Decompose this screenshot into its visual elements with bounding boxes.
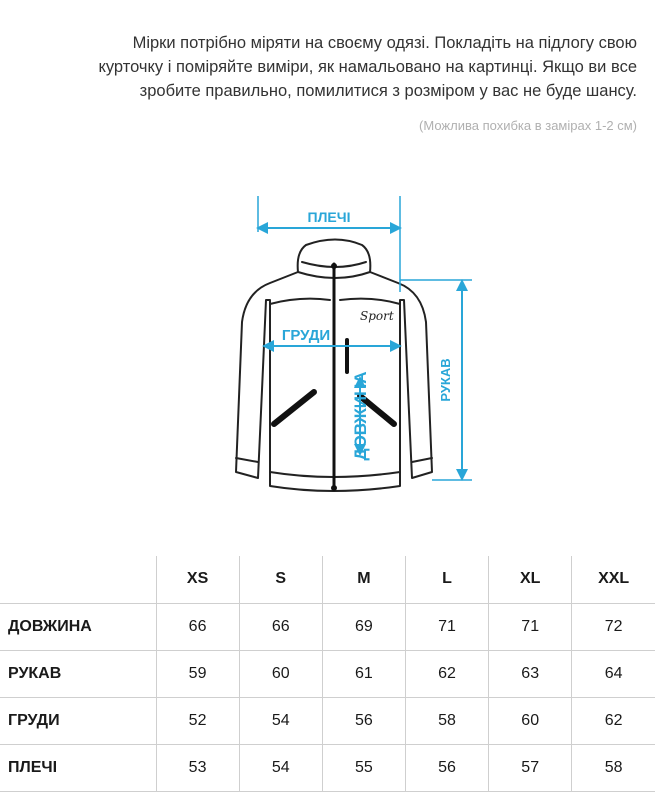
table-row bbox=[0, 650, 655, 697]
table-cell: 57 bbox=[489, 744, 572, 791]
table-cell: 62 bbox=[405, 650, 488, 697]
table-cell: 60 bbox=[489, 697, 572, 744]
size-header: M bbox=[322, 556, 405, 603]
table-cell: 66 bbox=[239, 603, 322, 650]
shoulders-label: ПЛЕЧІ bbox=[307, 209, 351, 225]
table-cell: 66 bbox=[156, 603, 239, 650]
table-row bbox=[0, 697, 655, 744]
intro-line-1: Мірки потрібно міряти на своєму одязі. Покладіть на підлогу свою bbox=[132, 34, 637, 52]
size-chart-table bbox=[0, 556, 655, 792]
length-label: ДОВЖИНА bbox=[351, 371, 370, 461]
table-cell: 56 bbox=[322, 697, 405, 744]
table-cell: 52 bbox=[156, 697, 239, 744]
size-header: L bbox=[405, 556, 488, 603]
table-row bbox=[0, 744, 655, 791]
table-cell: 58 bbox=[405, 697, 488, 744]
size-header-row bbox=[0, 556, 655, 603]
jacket-diagram-svg bbox=[0, 180, 655, 520]
size-header: XL bbox=[489, 556, 572, 603]
jacket-measurement-diagram bbox=[0, 180, 655, 520]
table-cell: 63 bbox=[489, 650, 572, 697]
table-cell: 72 bbox=[572, 603, 655, 650]
row-label: РУКАВ bbox=[0, 650, 156, 697]
size-header: XXL bbox=[572, 556, 655, 603]
intro-line-2: курточку і поміряйте виміри, як намальовано на картинці. Якщо ви все bbox=[98, 58, 637, 76]
length-measurement bbox=[351, 371, 370, 460]
table-cell: 55 bbox=[322, 744, 405, 791]
table-cell: 71 bbox=[489, 603, 572, 650]
row-label: ДОВЖИНА bbox=[0, 603, 156, 650]
table-cell: 58 bbox=[572, 744, 655, 791]
table-cell: 60 bbox=[239, 650, 322, 697]
sleeve-label: РУКАВ bbox=[438, 358, 453, 402]
table-cell: 56 bbox=[405, 744, 488, 791]
intro-line-3: зробите правильно, помилитися з розміром у вас не буде шансу. bbox=[139, 82, 637, 100]
table-cell: 71 bbox=[405, 603, 488, 650]
table-cell: 64 bbox=[572, 650, 655, 697]
table-cell: 53 bbox=[156, 744, 239, 791]
table-cell: 69 bbox=[322, 603, 405, 650]
table-cell: 61 bbox=[322, 650, 405, 697]
size-header: S bbox=[239, 556, 322, 603]
row-label: ГРУДИ bbox=[0, 697, 156, 744]
measurement-tolerance-note: (Можлива похибка в замірах 1-2 см) bbox=[419, 118, 637, 133]
table-cell: 54 bbox=[239, 744, 322, 791]
jacket-outline bbox=[236, 240, 432, 492]
chest-measurement bbox=[268, 327, 396, 346]
chest-label: ГРУДИ bbox=[281, 327, 331, 344]
table-cell: 54 bbox=[239, 697, 322, 744]
jacket-logo: Sport bbox=[360, 309, 394, 323]
size-header: XS bbox=[156, 556, 239, 603]
row-label: ПЛЕЧІ bbox=[0, 744, 156, 791]
table-row bbox=[0, 603, 655, 650]
table-cell: 59 bbox=[156, 650, 239, 697]
intro-text bbox=[17, 31, 637, 103]
table-cell: 62 bbox=[572, 697, 655, 744]
corner-cell bbox=[0, 556, 156, 603]
